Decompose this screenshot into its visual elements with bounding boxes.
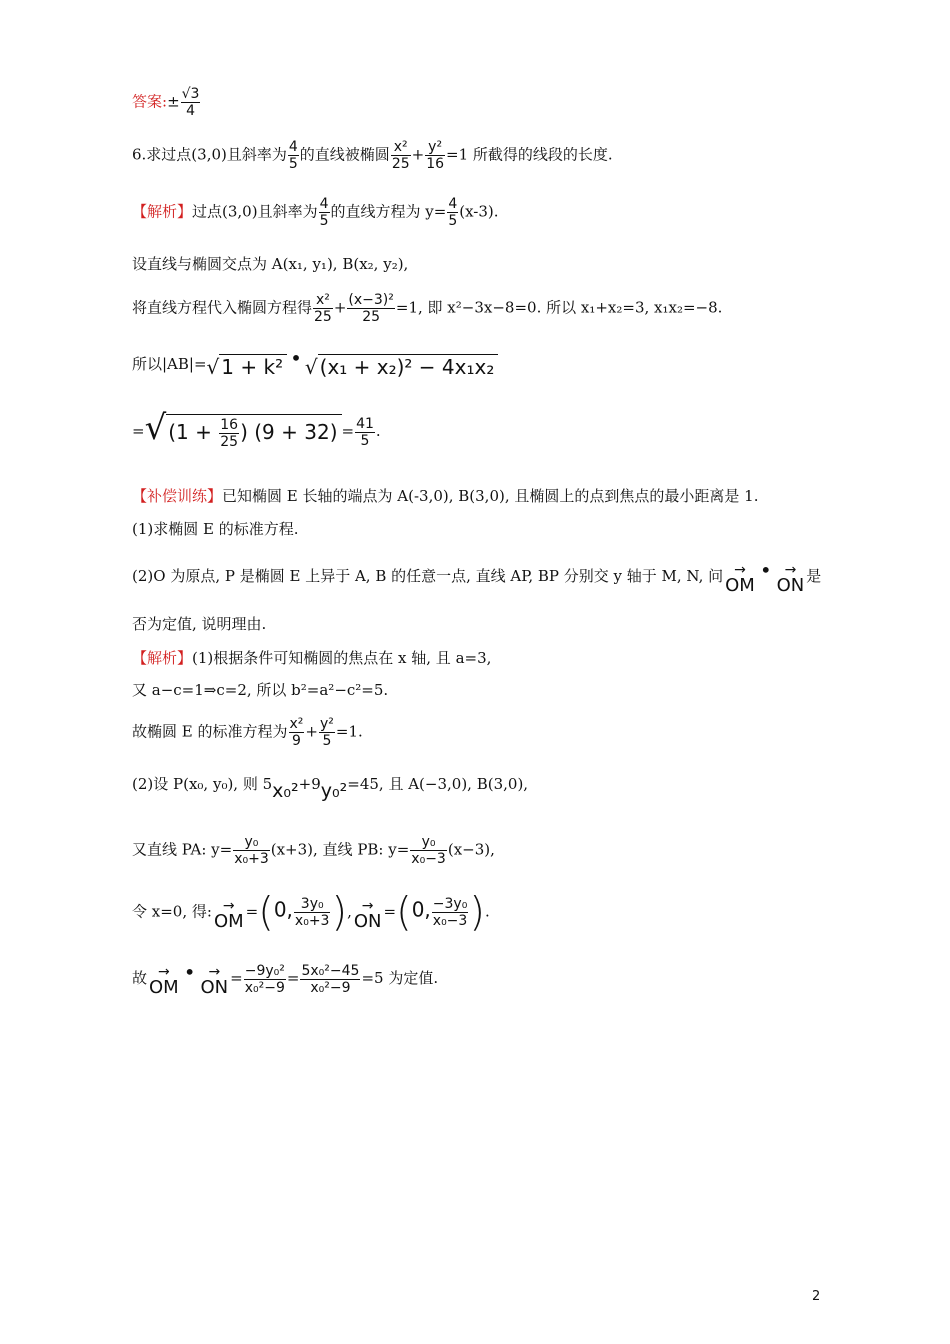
solution-2-line-7: 故 → OM• → ON = $\frac{\text{−9y₀²}}{\text{x₀²−9}}$ = $\frac{\text{5x₀²−45}}{\text{x₀²−9}}$ =5 为定值. [132,960,439,998]
solution-2-line-4: (2)设 P(x₀, y₀), 则 5x₀²+9y₀²=45, 且 A(−3,0), B(3,0), [132,775,529,802]
vector-on-2: → ON [353,897,382,932]
solution-6-line-1: 【解析】过点(3,0)且斜率为 $\frac{4}{5}$ 的直线方程为 y= $\frac{4}{5}$ (x-3). [132,196,499,229]
answer-label: 答案: [132,92,168,111]
solution-6-line-2: 设直线与椭圆交点为 A(x₁, y₁), B(x₂, y₂), [132,255,409,273]
answer-fraction: $\frac{√3}{4}$ [181,86,200,119]
solution-2-line-3: 故椭圆 E 的标准方程为 $\frac{\text{x²}}{9}$ + $\frac{\text{y²}}{5}$ =1. [132,716,363,749]
solution-2-line-2: 又 a−c=1⇒c=2, 所以 b²=a²−c²=5. [132,681,389,699]
solution-tag: 【解析】 [132,202,193,221]
extra-training-line-1: 【补偿训练】已知椭圆 E 长轴的端点为 A(-3,0), B(3,0), 且椭圆上的点到焦点的最小距离是 1. [132,487,759,505]
vector-om-3: → OM [149,964,179,998]
sqrt-2: √ (x₁ + x₂)² − 4x₁x₂ [305,354,498,377]
vector-on: → ON [776,562,805,596]
slope-fraction: $\frac{4}{5}$ [288,139,298,172]
vector-on-3: → ON [200,964,229,998]
extra-training-line-2: (1)求椭圆 E 的标准方程. [132,520,299,538]
solution-6-line-3: 将直线方程代入椭圆方程得 $\frac{\text{x²}}{25}$ + $\frac{\text{(x−3)²}}{25}$ =1, 即 x²−3x−8=0. 所以 x₁+x₂=3, x₁x₂=−8. [132,292,723,325]
extra-training-line-3: (2)O 为原点, P 是椭圆 E 上异于 A, B 的任意一点, 直线 AP, BP 分别交 y 轴于 M, N, 问 → OM• → ON 是 [132,558,822,596]
extra-training-tag: 【补偿训练】 [132,487,223,505]
sqrt-3: √ (1 + $\frac{16}{25}$ ) (9 + 32) [145,414,342,450]
vector-om: → OM [725,562,755,596]
sqrt-1: √ 1 + k² [207,354,288,377]
solution-2-line-6: 令 x=0, 得: → OM =(0, $\frac{\text{3y₀}}{\text{x₀+3}}$ ), → ON =(0, $\frac{\text{−3y₀}}{\text{x₀−3}}$ ). [132,889,490,936]
extra-training-line-4: 否为定值, 说明理由. [132,615,267,633]
solution-2-tag: 【解析】 [132,649,193,667]
question-6: 6.求过点(3,0)且斜率为 $\frac{4}{5}$ 的直线被椭圆 $\frac{\text{x²}}{25}$ + $\frac{\text{y²}}{16}$ =1 所截得的线段的长度. [132,139,613,172]
answer-line: 答案:± $\frac{√3}{4}$ [132,86,200,119]
solution-2-line-5: 又直线 PA: y= $\frac{\text{y₀}}{\text{x₀+3}}$ (x+3), 直线 PB: y= $\frac{\text{y₀}}{\text{x₀−3}}$ (x−3), [132,834,495,867]
solution-2-line-1: 【解析】(1)根据条件可知椭圆的焦点在 x 轴, 且 a=3, [132,649,492,667]
vector-om-2: → OM [213,897,244,932]
page-number: 2 [812,1289,821,1304]
ab-length-line: 所以|AB|=√ 1 + k² • √ (x₁ + x₂)² − 4x₁x₂ [132,348,498,377]
ab-result-line: =√ (1 + $\frac{16}{25}$ ) (9 + 32) = $\frac{41}{5}$ . [132,408,381,450]
